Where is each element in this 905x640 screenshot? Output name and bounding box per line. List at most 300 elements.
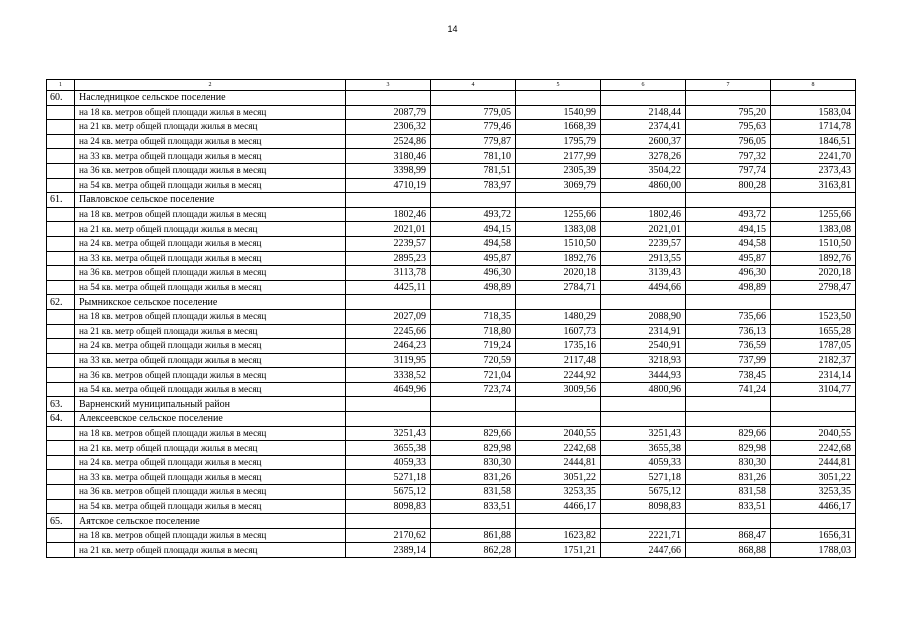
row-label: на 36 кв. метров общей площади жилья в месяц bbox=[75, 368, 346, 383]
value-cell: 3180,46 bbox=[346, 149, 431, 164]
section-row bbox=[47, 397, 856, 412]
table-row bbox=[47, 105, 856, 120]
table-row bbox=[47, 528, 856, 543]
value-cell: 2040,55 bbox=[516, 426, 601, 441]
value-cell: 721,04 bbox=[431, 368, 516, 383]
value-cell: 736,13 bbox=[686, 324, 771, 339]
value-cell: 1583,04 bbox=[771, 105, 856, 120]
value-cell: 1795,79 bbox=[516, 134, 601, 149]
table-row bbox=[47, 426, 856, 441]
section-title: Наследницкое сельское поселение bbox=[75, 91, 346, 106]
table-row bbox=[47, 266, 856, 281]
empty-cell bbox=[346, 397, 431, 412]
value-cell: 3251,43 bbox=[346, 426, 431, 441]
empty-cell bbox=[346, 295, 431, 310]
row-number bbox=[47, 134, 75, 149]
value-cell: 1788,03 bbox=[771, 543, 856, 558]
value-cell: 3655,38 bbox=[346, 441, 431, 456]
empty-cell bbox=[686, 295, 771, 310]
value-cell: 3655,38 bbox=[601, 441, 686, 456]
row-label: на 18 кв. метров общей площади жилья в месяц bbox=[75, 207, 346, 222]
row-label: на 21 кв. метр общей площади жилья в месяц bbox=[75, 441, 346, 456]
value-cell: 2245,66 bbox=[346, 324, 431, 339]
value-cell: 2239,57 bbox=[601, 236, 686, 251]
row-number bbox=[47, 324, 75, 339]
value-cell: 1480,29 bbox=[516, 309, 601, 324]
value-cell: 4466,17 bbox=[516, 499, 601, 514]
value-cell: 831,58 bbox=[686, 485, 771, 500]
value-cell: 2464,23 bbox=[346, 339, 431, 354]
value-cell: 781,10 bbox=[431, 149, 516, 164]
empty-cell bbox=[431, 412, 516, 427]
value-cell: 1510,50 bbox=[771, 236, 856, 251]
value-cell: 831,58 bbox=[431, 485, 516, 500]
value-cell: 494,58 bbox=[686, 236, 771, 251]
value-cell: 741,24 bbox=[686, 382, 771, 397]
value-cell: 797,32 bbox=[686, 149, 771, 164]
row-number bbox=[47, 455, 75, 470]
value-cell: 493,72 bbox=[431, 207, 516, 222]
value-cell: 2148,44 bbox=[601, 105, 686, 120]
table-row bbox=[47, 499, 856, 514]
value-cell: 2373,43 bbox=[771, 163, 856, 178]
empty-cell bbox=[601, 295, 686, 310]
value-cell: 795,63 bbox=[686, 120, 771, 135]
tariff-table bbox=[46, 79, 856, 558]
value-cell: 2088,90 bbox=[601, 309, 686, 324]
value-cell: 496,30 bbox=[686, 266, 771, 281]
value-cell: 833,51 bbox=[686, 499, 771, 514]
value-cell: 2221,71 bbox=[601, 528, 686, 543]
header-cell: 5 bbox=[516, 80, 601, 91]
value-cell: 3009,56 bbox=[516, 382, 601, 397]
value-cell: 2117,48 bbox=[516, 353, 601, 368]
value-cell: 4425,11 bbox=[346, 280, 431, 295]
value-cell: 4059,33 bbox=[601, 455, 686, 470]
row-number bbox=[47, 207, 75, 222]
row-number: 65. bbox=[47, 514, 75, 529]
value-cell: 736,59 bbox=[686, 339, 771, 354]
value-cell: 498,89 bbox=[686, 280, 771, 295]
empty-cell bbox=[516, 514, 601, 529]
value-cell: 4860,00 bbox=[601, 178, 686, 193]
value-cell: 833,51 bbox=[431, 499, 516, 514]
empty-cell bbox=[431, 91, 516, 106]
table-row bbox=[47, 455, 856, 470]
value-cell: 1892,76 bbox=[771, 251, 856, 266]
value-cell: 829,66 bbox=[686, 426, 771, 441]
value-cell: 3069,79 bbox=[516, 178, 601, 193]
value-cell: 829,98 bbox=[686, 441, 771, 456]
value-cell: 496,30 bbox=[431, 266, 516, 281]
table-row bbox=[47, 149, 856, 164]
value-cell: 2021,01 bbox=[601, 222, 686, 237]
row-label: на 33 кв. метра общей площади жилья в месяц bbox=[75, 470, 346, 485]
row-label: на 21 кв. метр общей площади жилья в месяц bbox=[75, 222, 346, 237]
value-cell: 494,58 bbox=[431, 236, 516, 251]
row-label: на 36 кв. метров общей площади жилья в месяц bbox=[75, 266, 346, 281]
empty-cell bbox=[771, 295, 856, 310]
row-label: на 18 кв. метров общей площади жилья в месяц bbox=[75, 426, 346, 441]
table-row bbox=[47, 324, 856, 339]
empty-cell bbox=[516, 412, 601, 427]
value-cell: 2177,99 bbox=[516, 149, 601, 164]
value-cell: 5271,18 bbox=[601, 470, 686, 485]
value-cell: 2444,81 bbox=[516, 455, 601, 470]
value-cell: 4800,96 bbox=[601, 382, 686, 397]
value-cell: 498,89 bbox=[431, 280, 516, 295]
row-label: на 54 кв. метра общей площади жилья в месяц bbox=[75, 499, 346, 514]
value-cell: 800,28 bbox=[686, 178, 771, 193]
value-cell: 2242,68 bbox=[771, 441, 856, 456]
value-cell: 2447,66 bbox=[601, 543, 686, 558]
value-cell: 3139,43 bbox=[601, 266, 686, 281]
row-label: на 33 кв. метра общей площади жилья в месяц bbox=[75, 149, 346, 164]
value-cell: 2540,91 bbox=[601, 339, 686, 354]
empty-cell bbox=[431, 295, 516, 310]
value-cell: 1714,78 bbox=[771, 120, 856, 135]
value-cell: 797,74 bbox=[686, 163, 771, 178]
value-cell: 862,28 bbox=[431, 543, 516, 558]
value-cell: 779,46 bbox=[431, 120, 516, 135]
value-cell: 830,30 bbox=[686, 455, 771, 470]
empty-cell bbox=[346, 514, 431, 529]
row-number bbox=[47, 266, 75, 281]
value-cell: 3253,35 bbox=[516, 485, 601, 500]
row-number: 62. bbox=[47, 295, 75, 310]
section-title: Варненский муниципальный район bbox=[75, 397, 346, 412]
row-number bbox=[47, 543, 75, 558]
empty-cell bbox=[686, 514, 771, 529]
section-row bbox=[47, 193, 856, 208]
value-cell: 2020,18 bbox=[516, 266, 601, 281]
row-label: на 18 кв. метров общей площади жилья в месяц bbox=[75, 105, 346, 120]
empty-cell bbox=[686, 193, 771, 208]
value-cell: 4494,66 bbox=[601, 280, 686, 295]
value-cell: 1623,82 bbox=[516, 528, 601, 543]
table-row bbox=[47, 178, 856, 193]
value-cell: 720,59 bbox=[431, 353, 516, 368]
empty-cell bbox=[431, 514, 516, 529]
value-cell: 4059,33 bbox=[346, 455, 431, 470]
value-cell: 1668,39 bbox=[516, 120, 601, 135]
table-row bbox=[47, 353, 856, 368]
value-cell: 5675,12 bbox=[346, 485, 431, 500]
value-cell: 3051,22 bbox=[771, 470, 856, 485]
value-cell: 2306,32 bbox=[346, 120, 431, 135]
value-cell: 2389,14 bbox=[346, 543, 431, 558]
table-row bbox=[47, 222, 856, 237]
value-cell: 738,45 bbox=[686, 368, 771, 383]
value-cell: 2087,79 bbox=[346, 105, 431, 120]
value-cell: 1383,08 bbox=[771, 222, 856, 237]
table-row bbox=[47, 543, 856, 558]
value-cell: 8098,83 bbox=[346, 499, 431, 514]
row-label: на 18 кв. метров общей площади жилья в месяц bbox=[75, 309, 346, 324]
row-number bbox=[47, 163, 75, 178]
table-row bbox=[47, 339, 856, 354]
row-number bbox=[47, 280, 75, 295]
value-cell: 735,66 bbox=[686, 309, 771, 324]
row-number bbox=[47, 499, 75, 514]
row-label: на 33 кв. метра общей площади жилья в месяц bbox=[75, 353, 346, 368]
value-cell: 3163,81 bbox=[771, 178, 856, 193]
header-cell: 2 bbox=[75, 80, 346, 91]
row-number bbox=[47, 178, 75, 193]
value-cell: 1735,16 bbox=[516, 339, 601, 354]
value-cell: 3119,95 bbox=[346, 353, 431, 368]
empty-cell bbox=[516, 193, 601, 208]
value-cell: 718,35 bbox=[431, 309, 516, 324]
empty-cell bbox=[771, 514, 856, 529]
value-cell: 2444,81 bbox=[771, 455, 856, 470]
empty-cell bbox=[601, 193, 686, 208]
value-cell: 783,97 bbox=[431, 178, 516, 193]
empty-cell bbox=[431, 397, 516, 412]
value-cell: 2314,14 bbox=[771, 368, 856, 383]
value-cell: 5271,18 bbox=[346, 470, 431, 485]
value-cell: 2244,92 bbox=[516, 368, 601, 383]
header-cell: 7 bbox=[686, 80, 771, 91]
row-number: 61. bbox=[47, 193, 75, 208]
empty-cell bbox=[516, 91, 601, 106]
value-cell: 2305,39 bbox=[516, 163, 601, 178]
header-cell: 4 bbox=[431, 80, 516, 91]
value-cell: 779,87 bbox=[431, 134, 516, 149]
value-cell: 1383,08 bbox=[516, 222, 601, 237]
value-cell: 3278,26 bbox=[601, 149, 686, 164]
value-cell: 2524,86 bbox=[346, 134, 431, 149]
table-row bbox=[47, 309, 856, 324]
value-cell: 2374,41 bbox=[601, 120, 686, 135]
value-cell: 4710,19 bbox=[346, 178, 431, 193]
empty-cell bbox=[601, 91, 686, 106]
value-cell: 868,47 bbox=[686, 528, 771, 543]
table-row bbox=[47, 382, 856, 397]
value-cell: 495,87 bbox=[431, 251, 516, 266]
row-number bbox=[47, 426, 75, 441]
table-row bbox=[47, 134, 856, 149]
table-row bbox=[47, 207, 856, 222]
value-cell: 2182,37 bbox=[771, 353, 856, 368]
empty-cell bbox=[686, 412, 771, 427]
row-number bbox=[47, 485, 75, 500]
section-row bbox=[47, 514, 856, 529]
row-number: 60. bbox=[47, 91, 75, 106]
value-cell: 1892,76 bbox=[516, 251, 601, 266]
empty-cell bbox=[346, 91, 431, 106]
value-cell: 779,05 bbox=[431, 105, 516, 120]
header-cell: 3 bbox=[346, 80, 431, 91]
value-cell: 861,88 bbox=[431, 528, 516, 543]
value-cell: 1255,66 bbox=[771, 207, 856, 222]
value-cell: 3113,78 bbox=[346, 266, 431, 281]
value-cell: 829,66 bbox=[431, 426, 516, 441]
value-cell: 4649,96 bbox=[346, 382, 431, 397]
value-cell: 1846,51 bbox=[771, 134, 856, 149]
value-cell: 831,26 bbox=[686, 470, 771, 485]
empty-cell bbox=[346, 412, 431, 427]
value-cell: 3218,93 bbox=[601, 353, 686, 368]
value-cell: 3504,22 bbox=[601, 163, 686, 178]
row-label: на 21 кв. метр общей площади жилья в месяц bbox=[75, 543, 346, 558]
row-label: на 36 кв. метров общей площади жилья в месяц bbox=[75, 163, 346, 178]
row-number bbox=[47, 441, 75, 456]
page-number: 14 bbox=[447, 24, 458, 34]
value-cell: 2239,57 bbox=[346, 236, 431, 251]
value-cell: 1255,66 bbox=[516, 207, 601, 222]
value-cell: 2021,01 bbox=[346, 222, 431, 237]
row-number: 64. bbox=[47, 412, 75, 427]
row-label: на 24 кв. метра общей площади жилья в месяц bbox=[75, 339, 346, 354]
value-cell: 796,05 bbox=[686, 134, 771, 149]
section-row bbox=[47, 91, 856, 106]
row-number: 63. bbox=[47, 397, 75, 412]
row-number bbox=[47, 382, 75, 397]
value-cell: 830,30 bbox=[431, 455, 516, 470]
table-row bbox=[47, 485, 856, 500]
empty-cell bbox=[601, 514, 686, 529]
empty-cell bbox=[771, 397, 856, 412]
row-number bbox=[47, 353, 75, 368]
value-cell: 8098,83 bbox=[601, 499, 686, 514]
value-cell: 493,72 bbox=[686, 207, 771, 222]
empty-cell bbox=[516, 295, 601, 310]
value-cell: 3444,93 bbox=[601, 368, 686, 383]
value-cell: 1751,21 bbox=[516, 543, 601, 558]
empty-cell bbox=[516, 397, 601, 412]
value-cell: 2600,37 bbox=[601, 134, 686, 149]
value-cell: 1523,50 bbox=[771, 309, 856, 324]
row-number bbox=[47, 120, 75, 135]
empty-cell bbox=[686, 397, 771, 412]
value-cell: 3398,99 bbox=[346, 163, 431, 178]
value-cell: 1655,28 bbox=[771, 324, 856, 339]
empty-cell bbox=[771, 412, 856, 427]
row-number bbox=[47, 339, 75, 354]
value-cell: 3253,35 bbox=[771, 485, 856, 500]
value-cell: 3051,22 bbox=[516, 470, 601, 485]
value-cell: 2314,91 bbox=[601, 324, 686, 339]
header-cell: 1 bbox=[47, 80, 75, 91]
table-row bbox=[47, 368, 856, 383]
row-label: на 24 кв. метра общей площади жилья в месяц bbox=[75, 134, 346, 149]
row-label: на 21 кв. метр общей площади жилья в месяц bbox=[75, 120, 346, 135]
value-cell: 3251,43 bbox=[601, 426, 686, 441]
value-cell: 1607,73 bbox=[516, 324, 601, 339]
table-row bbox=[47, 236, 856, 251]
value-cell: 2020,18 bbox=[771, 266, 856, 281]
row-label: на 24 кв. метра общей площади жилья в месяц bbox=[75, 236, 346, 251]
value-cell: 781,51 bbox=[431, 163, 516, 178]
row-number bbox=[47, 470, 75, 485]
table-body bbox=[47, 80, 856, 558]
value-cell: 737,99 bbox=[686, 353, 771, 368]
row-number bbox=[47, 236, 75, 251]
row-number bbox=[47, 105, 75, 120]
value-cell: 4466,17 bbox=[771, 499, 856, 514]
row-number bbox=[47, 251, 75, 266]
empty-cell bbox=[346, 193, 431, 208]
row-label: на 18 кв. метров общей площади жилья в месяц bbox=[75, 528, 346, 543]
value-cell: 2242,68 bbox=[516, 441, 601, 456]
value-cell: 868,88 bbox=[686, 543, 771, 558]
value-cell: 829,98 bbox=[431, 441, 516, 456]
value-cell: 2241,70 bbox=[771, 149, 856, 164]
section-title: Рымникское сельское поселение bbox=[75, 295, 346, 310]
value-cell: 2784,71 bbox=[516, 280, 601, 295]
value-cell: 3338,52 bbox=[346, 368, 431, 383]
row-number bbox=[47, 222, 75, 237]
value-cell: 2913,55 bbox=[601, 251, 686, 266]
empty-cell bbox=[771, 91, 856, 106]
value-cell: 494,15 bbox=[431, 222, 516, 237]
empty-cell bbox=[431, 193, 516, 208]
header-cell: 6 bbox=[601, 80, 686, 91]
row-number bbox=[47, 149, 75, 164]
table-row bbox=[47, 251, 856, 266]
empty-cell bbox=[686, 91, 771, 106]
section-title: Аятское сельское поселение bbox=[75, 514, 346, 529]
value-cell: 1656,31 bbox=[771, 528, 856, 543]
value-cell: 2895,23 bbox=[346, 251, 431, 266]
section-row bbox=[47, 295, 856, 310]
value-cell: 2027,09 bbox=[346, 309, 431, 324]
value-cell: 494,15 bbox=[686, 222, 771, 237]
header-cell: 8 bbox=[771, 80, 856, 91]
value-cell: 5675,12 bbox=[601, 485, 686, 500]
value-cell: 3104,77 bbox=[771, 382, 856, 397]
value-cell: 795,20 bbox=[686, 105, 771, 120]
section-title: Алексеевское сельское поселение bbox=[75, 412, 346, 427]
value-cell: 1802,46 bbox=[346, 207, 431, 222]
value-cell: 718,80 bbox=[431, 324, 516, 339]
empty-cell bbox=[771, 193, 856, 208]
value-cell: 2798,47 bbox=[771, 280, 856, 295]
row-label: на 36 кв. метров общей площади жилья в месяц bbox=[75, 485, 346, 500]
value-cell: 723,74 bbox=[431, 382, 516, 397]
value-cell: 1510,50 bbox=[516, 236, 601, 251]
value-cell: 831,26 bbox=[431, 470, 516, 485]
header-row bbox=[47, 80, 856, 91]
row-number bbox=[47, 309, 75, 324]
value-cell: 2040,55 bbox=[771, 426, 856, 441]
section-row bbox=[47, 412, 856, 427]
row-label: на 33 кв. метра общей площади жилья в месяц bbox=[75, 251, 346, 266]
table-row bbox=[47, 280, 856, 295]
value-cell: 495,87 bbox=[686, 251, 771, 266]
row-number bbox=[47, 368, 75, 383]
section-title: Павловское сельское поселение bbox=[75, 193, 346, 208]
value-cell: 2170,62 bbox=[346, 528, 431, 543]
row-number bbox=[47, 528, 75, 543]
table-row bbox=[47, 470, 856, 485]
value-cell: 1540,99 bbox=[516, 105, 601, 120]
value-cell: 719,24 bbox=[431, 339, 516, 354]
row-label: на 24 кв. метра общей площади жилья в месяц bbox=[75, 455, 346, 470]
row-label: на 54 кв. метра общей площади жилья в месяц bbox=[75, 178, 346, 193]
row-label: на 21 кв. метр общей площади жилья в месяц bbox=[75, 324, 346, 339]
value-cell: 1787,05 bbox=[771, 339, 856, 354]
value-cell: 1802,46 bbox=[601, 207, 686, 222]
table-row bbox=[47, 441, 856, 456]
empty-cell bbox=[601, 397, 686, 412]
table-row bbox=[47, 163, 856, 178]
row-label: на 54 кв. метра общей площади жилья в месяц bbox=[75, 280, 346, 295]
row-label: на 54 кв. метра общей площади жилья в месяц bbox=[75, 382, 346, 397]
table-row bbox=[47, 120, 856, 135]
empty-cell bbox=[601, 412, 686, 427]
